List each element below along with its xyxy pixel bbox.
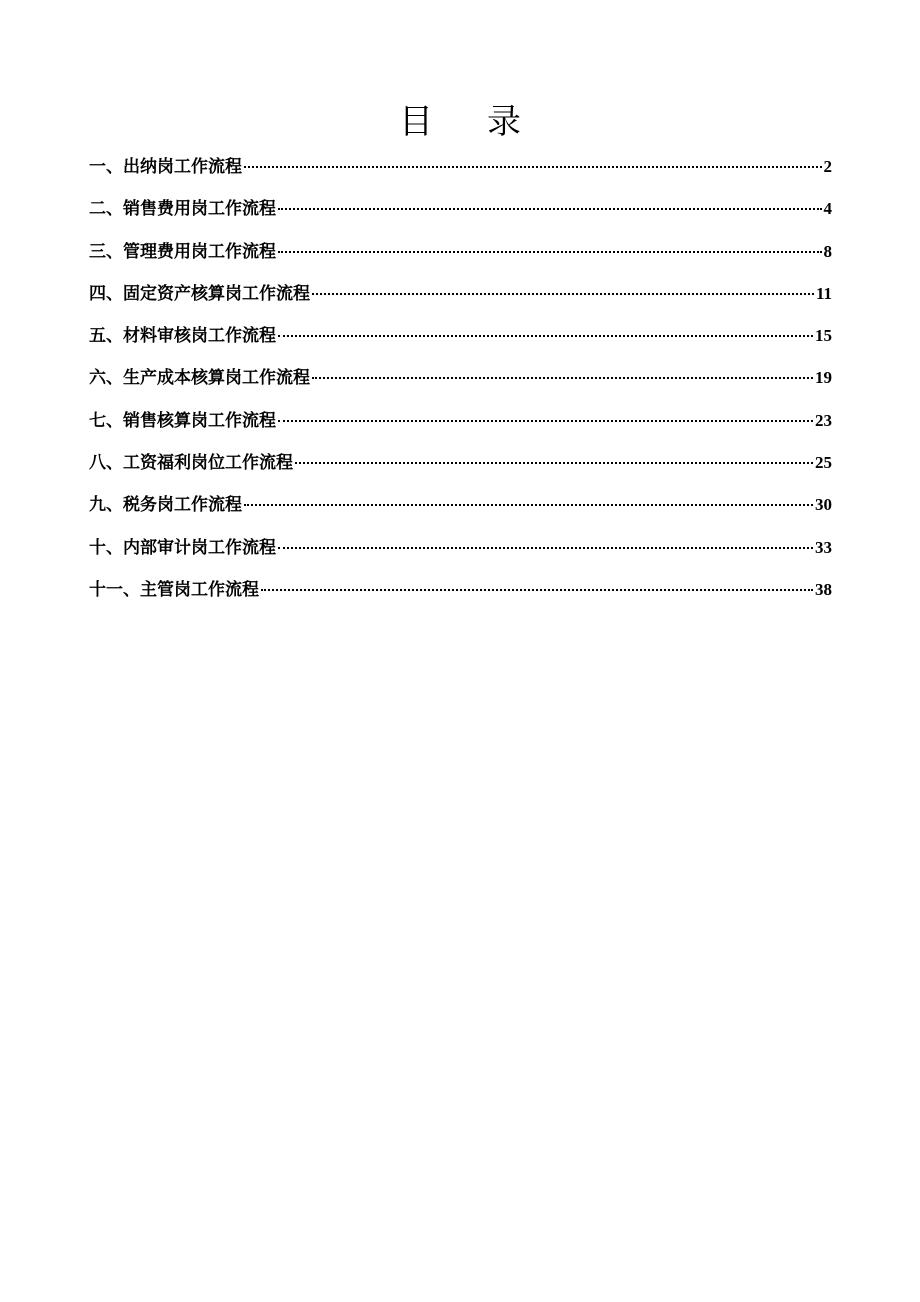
toc-entry-label: 八、工资福利岗位工作流程 — [89, 453, 293, 474]
toc-entry[interactable] — [89, 315, 832, 357]
toc-entry-page: 8 — [823, 241, 832, 261]
toc-entry-label: 二、销售费用岗工作流程 — [89, 199, 276, 220]
toc-dot-leader — [278, 208, 822, 210]
toc-entry-page: 25 — [815, 453, 832, 473]
toc-entry-label: 一、出纳岗工作流程 — [89, 157, 242, 177]
toc-entry[interactable] — [89, 527, 832, 569]
table-of-contents — [89, 146, 832, 611]
toc-entry[interactable] — [89, 146, 832, 188]
toc-dot-leader — [278, 547, 813, 549]
toc-dot-leader — [244, 166, 822, 168]
toc-dot-leader — [244, 504, 813, 506]
toc-dot-leader — [278, 335, 813, 337]
toc-entry-page: 19 — [815, 368, 832, 388]
toc-entry-label: 四、固定资产核算岗工作流程 — [89, 283, 310, 304]
toc-dot-leader — [312, 377, 813, 379]
toc-entry[interactable] — [89, 357, 832, 399]
toc-title-char-2: 录 — [487, 102, 521, 142]
toc-entry[interactable] — [89, 484, 832, 526]
toc-entry[interactable] — [89, 442, 832, 484]
toc-entry-label: 九、税务岗工作流程 — [89, 495, 242, 516]
toc-dot-leader — [312, 293, 814, 295]
toc-entry-page: 11 — [815, 283, 832, 303]
toc-entry[interactable] — [89, 569, 832, 611]
toc-entry-page: 38 — [815, 579, 832, 599]
toc-entry-label: 十、内部审计岗工作流程 — [89, 537, 276, 558]
toc-entry-label: 三、管理费用岗工作流程 — [89, 241, 276, 262]
toc-entry-label: 十一、主管岗工作流程 — [89, 579, 259, 600]
toc-entry-page: 15 — [815, 326, 832, 346]
toc-entry-page: 4 — [823, 199, 832, 219]
toc-entry[interactable] — [89, 273, 832, 315]
toc-title — [0, 98, 920, 146]
toc-entry[interactable] — [89, 188, 832, 230]
toc-dot-leader — [261, 589, 813, 591]
toc-dot-leader — [295, 462, 813, 464]
toc-entry-page: 30 — [815, 495, 832, 515]
toc-dot-leader — [278, 420, 813, 422]
toc-dot-leader — [278, 251, 822, 253]
toc-entry-page: 23 — [815, 410, 832, 430]
toc-entry-page: 2 — [823, 157, 832, 176]
toc-entry[interactable] — [89, 231, 832, 273]
toc-entry-label: 七、销售核算岗工作流程 — [89, 410, 276, 431]
toc-entry-label: 五、材料审核岗工作流程 — [89, 326, 276, 347]
toc-title-char-1: 目 — [399, 102, 433, 142]
toc-entry[interactable] — [89, 400, 832, 442]
toc-entry-page: 33 — [815, 537, 832, 557]
toc-entry-label: 六、生产成本核算岗工作流程 — [89, 368, 310, 389]
